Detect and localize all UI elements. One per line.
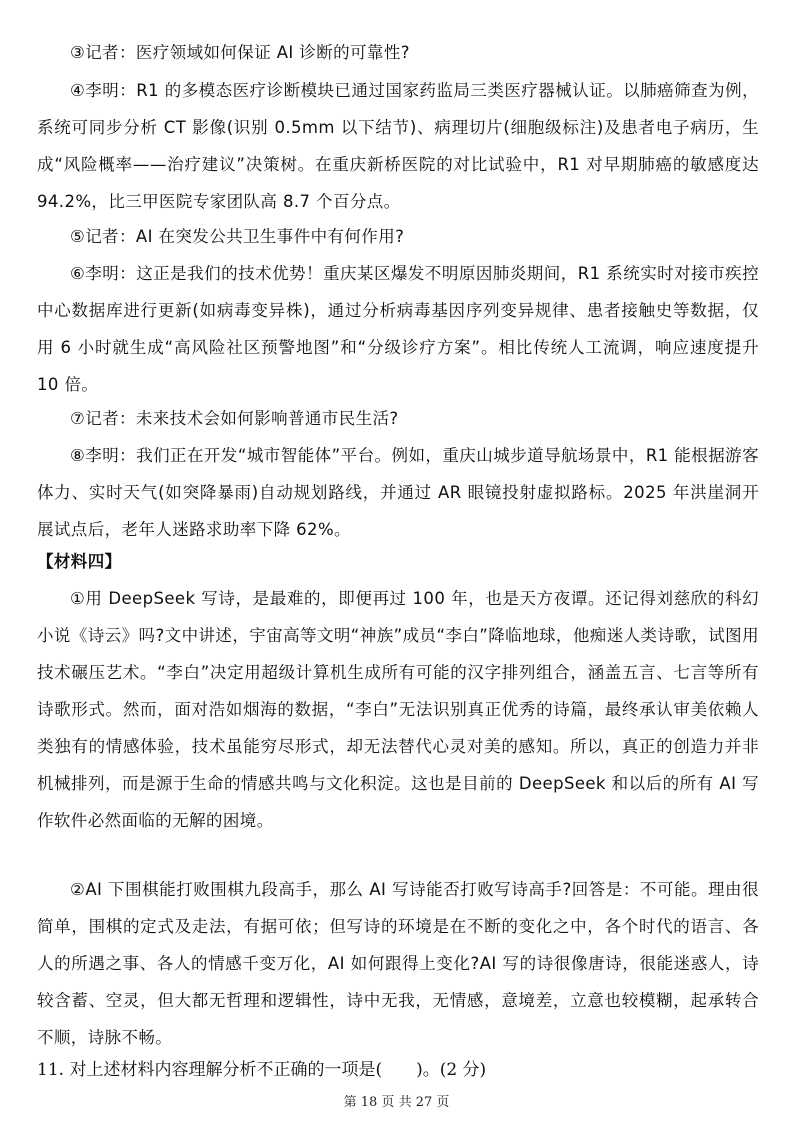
material-four-paragraph-1: ①用 DeepSeek 写诗，是最难的，即便再过 100 年，也是天方夜谭。还记得刘慈欣的科幻小说《诗云》吗?文中讲述，宇宙高等文明“神族”成员“李白”降临地球，他痴迷人类诗歌，试图用技术碾压艺术。“李白”决定用超级计算机生成所有可能的汉字排列组合，涵盖五言、七言等所有诗歌形式。然而，面对浩如烟海的数据，“李白”无法识别真正优秀的诗篇，最终承认审美依赖人类独有的情感体验，技术虽能穷尽形式，却无法替代心灵对美的感知。所以，真正的创造力并非机械排列，而是源于生命的情感共鸣与文化积淀。这也是目前的 DeepSeek 和以后的所有 AI 写作软件必然面临的无解的困境。: [37, 589, 759, 830]
interview-paragraph-4: ④李明：R1 的多模态医疗诊断模块已通过国家药监局三类医疗器械认证。以肺癌筛查为例，系统可同步分析 CT 影像(识别 0.5mm 以下结节)、病理切片(细胞级标注)及患者电子病历，生成“风险概率——治疗建议”决策树。在重庆新桥医院的对比试验中，R1 对早期肺癌的敏感度达 94.2%，比三甲医院专家团队高 8.7 个百分点。: [37, 81, 759, 211]
material-four-heading: 【材料四】: [37, 552, 122, 571]
page-footer: 第 18 页 共 27 页: [343, 1095, 450, 1110]
interview-paragraph-5: ⑤记者：AI 在突发公共卫生事件中有何作用?: [70, 227, 405, 246]
interview-paragraph-3: ③记者：医疗领域如何保证 AI 诊断的可靠性?: [70, 43, 410, 62]
question-11: 11. 对上述材料内容理解分析不正确的一项是( )。(2 分): [37, 1060, 487, 1080]
interview-paragraph-6: ⑥李明：这正是我们的技术优势！重庆某区爆发不明原因肺炎期间，R1 系统实时对接市疾控中心数据库进行更新(如病毒变异株)，通过分析病毒基因序列变异规律、患者接触史等数据，仅用 6 小时就生成“高风险社区预警地图”和“分级诊疗方案”。相比传统人工流调，响应速度提升 10 倍。: [37, 264, 759, 394]
material-four-paragraph-2: ②AI 下围棋能打败围棋九段高手，那么 AI 写诗能否打败写诗高手?回答是：不可能。理由很简单，围棋的定式及走法，有据可依；但写诗的环境是在不断的变化之中，各个时代的语言、各人的所遇之事、各人的情感千变万化，AI 如何跟得上变化?AI 写的诗很像唐诗，很能迷惑人，诗较含蓄、空灵，但大都无哲理和逻辑性，诗中无我，无情感，意境差，立意也较模糊，起承转合不顺，诗脉不畅。: [37, 880, 759, 1047]
interview-paragraph-8: ⑧李明：我们正在开发“城市智能体”平台。例如，重庆山城步道导航场景中，R1 能根据游客体力、实时天气(如突降暴雨)自动规划路线，并通过 AR 眼镜投射虚拟路标。2025 年洪崖洞开展试点后，老年人迷路求助率下降 62%。: [37, 446, 759, 539]
interview-paragraph-7: ⑦记者：未来技术会如何影响普通市民生活?: [70, 409, 399, 428]
